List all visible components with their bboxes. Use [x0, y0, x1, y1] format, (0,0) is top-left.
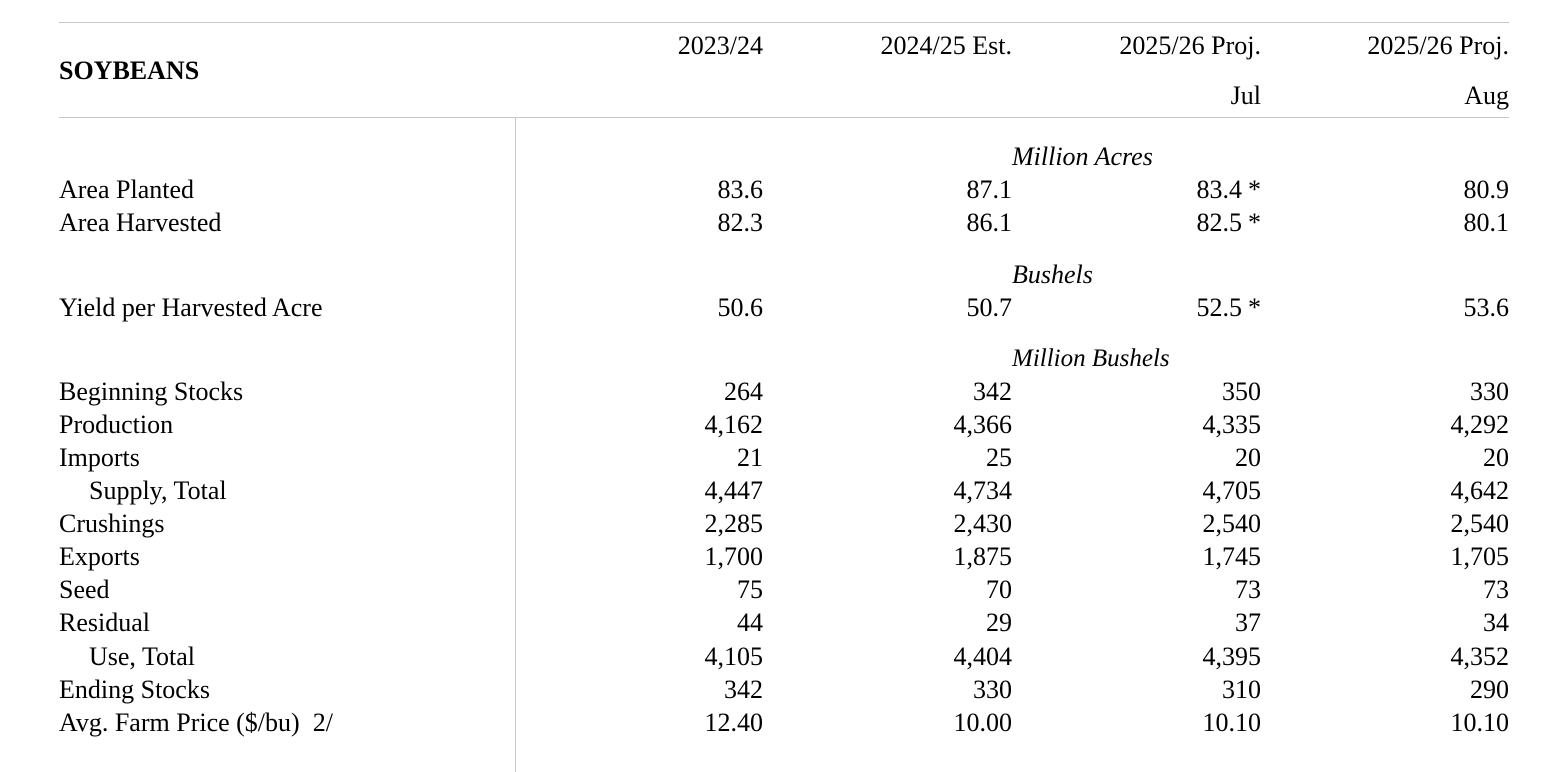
value-2024-25: 330 — [973, 675, 1012, 704]
row-label: Crushings — [59, 509, 165, 538]
row-label: Residual — [59, 608, 150, 637]
value-2023-24: 342 — [724, 675, 763, 704]
value-2023-24: 4,447 — [704, 476, 763, 505]
column-header-2025-26-aug: 2025/26 Proj. — [1367, 31, 1509, 60]
value-2023-24: 21 — [737, 443, 763, 472]
row-label: Area Harvested — [59, 208, 222, 237]
column-subheader-jul: Jul — [1230, 81, 1261, 110]
column-subheader-aug: Aug — [1464, 81, 1509, 110]
value-2025-26-aug: 20 — [1483, 443, 1509, 472]
table-row — [0, 173, 1568, 206]
value-2025-26-aug: 2,540 — [1450, 509, 1509, 538]
footnote-flag: * — [1248, 175, 1261, 204]
value-2025-26-jul: 37 — [1235, 608, 1261, 637]
value-2023-24: 44 — [737, 608, 763, 637]
value-2025-26-jul: 310 — [1222, 675, 1261, 704]
value-2024-25: 86.1 — [966, 208, 1012, 237]
table-row — [0, 206, 1568, 239]
value-2025-26-jul: 1,745 — [1202, 542, 1261, 571]
table-row — [0, 291, 1568, 324]
value-2025-26-jul: 83.4 * — [1196, 175, 1261, 204]
table-title: SOYBEANS — [59, 56, 200, 85]
value-2025-26-aug: 290 — [1470, 675, 1509, 704]
row-label: Ending Stocks — [59, 675, 210, 704]
value-2025-26-jul: 10.10 — [1202, 708, 1261, 737]
value-2025-26-jul: 4,395 — [1202, 642, 1261, 671]
value-2025-26-jul: 2,540 — [1202, 509, 1261, 538]
column-header-2024-25: 2024/25 Est. — [880, 31, 1012, 60]
table-row — [0, 640, 1568, 673]
row-label: Area Planted — [59, 175, 195, 204]
value-2025-26-aug: 80.9 — [1463, 175, 1509, 204]
row-label: Imports — [59, 443, 140, 472]
value-2025-26-aug: 53.6 — [1463, 293, 1509, 322]
table-row — [0, 706, 1568, 739]
row-label: Production — [59, 410, 174, 439]
value-2025-26-aug: 4,352 — [1450, 642, 1509, 671]
value-2025-26-jul: 350 — [1222, 377, 1261, 406]
value-2024-25: 2,430 — [953, 509, 1012, 538]
row-label: Use, Total — [89, 642, 196, 671]
row-label: Seed — [59, 575, 110, 604]
top-rule — [59, 22, 1509, 23]
value-2025-26-jul: 20 — [1235, 443, 1261, 472]
value-2023-24: 12.40 — [704, 708, 763, 737]
table-row — [0, 441, 1568, 474]
value-2024-25: 87.1 — [966, 175, 1012, 204]
row-label: Supply, Total — [89, 476, 227, 505]
value-2023-24: 264 — [724, 377, 763, 406]
value-2024-25: 1,875 — [953, 542, 1012, 571]
value-2023-24: 82.3 — [717, 208, 763, 237]
value-2023-24: 75 — [737, 575, 763, 604]
table-row — [0, 408, 1568, 441]
column-header-2023-24: 2023/24 — [677, 31, 763, 60]
unit-million-bushels: Million Bushels — [1012, 345, 1170, 372]
unit-bushels: Bushels — [1012, 260, 1093, 289]
table-row — [0, 474, 1568, 507]
unit-million-acres: Million Acres — [1012, 142, 1153, 171]
value-2024-25: 29 — [986, 608, 1012, 637]
value-2023-24: 50.6 — [717, 293, 763, 322]
row-label: Yield per Harvested Acre — [59, 293, 323, 322]
value-2025-26-aug: 4,642 — [1450, 476, 1509, 505]
value-2024-25: 70 — [986, 575, 1012, 604]
value-2024-25: 4,366 — [953, 410, 1012, 439]
value-2024-25: 50.7 — [966, 293, 1012, 322]
table-row — [0, 573, 1568, 606]
table-row — [0, 606, 1568, 639]
table-row — [0, 375, 1568, 408]
value-2025-26-jul: 52.5 * — [1196, 293, 1261, 322]
value-2025-26-aug: 73 — [1483, 575, 1509, 604]
value-2025-26-aug: 34 — [1483, 608, 1509, 637]
value-2023-24: 2,285 — [704, 509, 763, 538]
footnote-flag: * — [1248, 208, 1261, 237]
value-2025-26-jul: 73 — [1235, 575, 1261, 604]
value-2023-24: 1,700 — [704, 542, 763, 571]
value-2024-25: 4,734 — [953, 476, 1012, 505]
value-2025-26-jul: 82.5 * — [1196, 208, 1261, 237]
value-2024-25: 342 — [973, 377, 1012, 406]
value-2023-24: 4,105 — [704, 642, 763, 671]
row-label: Beginning Stocks — [59, 377, 244, 406]
header-rule — [59, 117, 1509, 118]
value-2024-25: 4,404 — [953, 642, 1012, 671]
value-2024-25: 25 — [986, 443, 1012, 472]
table-row — [0, 540, 1568, 573]
row-label: Exports — [59, 542, 140, 571]
value-2025-26-aug: 80.1 — [1463, 208, 1509, 237]
row-label: Avg. Farm Price ($/bu) 2/ — [59, 708, 333, 737]
table-row — [0, 673, 1568, 706]
value-2025-26-aug: 1,705 — [1450, 542, 1509, 571]
table-row — [0, 507, 1568, 540]
value-2025-26-jul: 4,705 — [1202, 476, 1261, 505]
value-2025-26-jul: 4,335 — [1202, 410, 1261, 439]
value-2023-24: 83.6 — [717, 175, 763, 204]
column-header-2025-26-jul: 2025/26 Proj. — [1119, 31, 1261, 60]
footnote-flag: * — [1248, 293, 1261, 322]
value-2024-25: 10.00 — [953, 708, 1012, 737]
value-2025-26-aug: 4,292 — [1450, 410, 1509, 439]
value-2025-26-aug: 10.10 — [1450, 708, 1509, 737]
value-2023-24: 4,162 — [704, 410, 763, 439]
value-2025-26-aug: 330 — [1470, 377, 1509, 406]
